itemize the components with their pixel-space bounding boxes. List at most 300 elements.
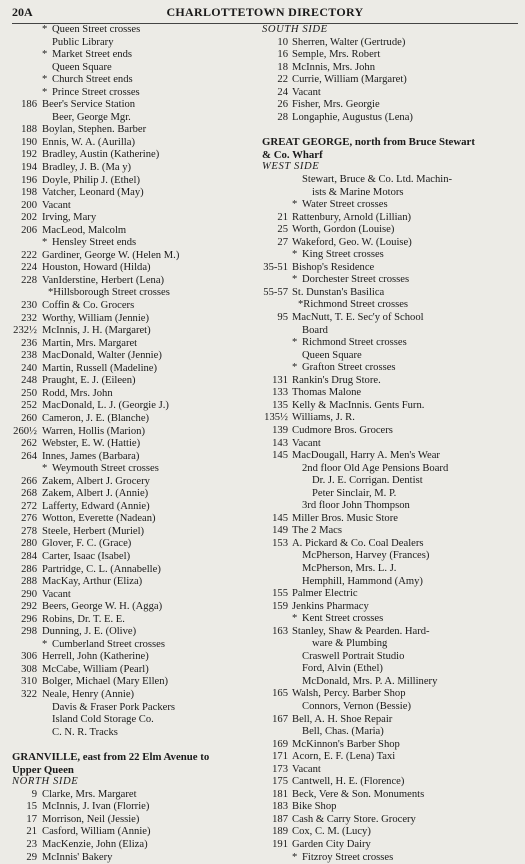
directory-entry — [262, 400, 520, 413]
entry-text: Vacant — [292, 437, 321, 449]
entry-text: Ford, Alvin (Ethel) — [302, 663, 383, 675]
house-number: 29 — [26, 851, 37, 863]
house-number: 224 — [21, 262, 37, 274]
directory-entry — [12, 488, 256, 501]
directory-entry — [262, 112, 520, 125]
entry-text: Worth, Gordon (Louise) — [292, 224, 395, 236]
entry-text: Garden City Dairy — [292, 839, 371, 850]
entry-text: Bishop's Residence — [292, 261, 375, 273]
house-number: 15 — [26, 801, 37, 813]
directory-entry — [12, 839, 256, 852]
directory-entry — [262, 438, 520, 451]
house-number: 149 — [272, 525, 288, 537]
entry-text: Queen Square — [302, 349, 362, 361]
entry-text: Acorn, E. F. (Lena) Taxi — [292, 751, 396, 763]
house-number: 264 — [21, 450, 37, 462]
entry-text: McKinnon's Barber Shop — [292, 738, 400, 750]
directory-entry — [262, 87, 520, 100]
occupant-line — [262, 676, 520, 689]
house-number: 188 — [21, 124, 37, 136]
directory-entry — [12, 225, 256, 238]
house-number: 228 — [21, 274, 37, 286]
cross-street-entry — [12, 87, 256, 100]
house-number: 190 — [21, 136, 37, 148]
house-number: 167 — [272, 713, 288, 725]
entry-text: * Market Street ends — [52, 49, 256, 62]
entry-text: Jenkins Pharmacy — [292, 600, 369, 612]
entry-text: Bike Shop — [292, 801, 337, 813]
directory-entry — [12, 826, 256, 839]
entry-text: McInnis, Mrs. John — [292, 61, 375, 73]
entry-text: Queen Square — [52, 61, 112, 73]
side-heading: NORTH SIDE — [12, 776, 79, 788]
directory-entry — [12, 413, 256, 426]
occupant-line — [12, 112, 256, 125]
directory-entry — [12, 149, 256, 162]
entry-text: Davis & Fraser Pork Packers — [52, 701, 175, 713]
house-number: 230 — [21, 300, 37, 312]
house-number: 95 — [277, 312, 288, 324]
house-number: 131 — [272, 374, 288, 386]
directory-entry — [12, 187, 256, 200]
directory-entry — [262, 375, 520, 388]
directory-entry — [262, 688, 520, 701]
directory-entry — [12, 426, 256, 439]
entry-text: MacLeod, Malcolm — [42, 224, 127, 236]
house-number: 306 — [21, 651, 37, 663]
house-number: 159 — [272, 600, 288, 612]
entry-text: Hemphill, Hammond (Amy) — [302, 575, 423, 587]
directory-entry — [12, 438, 256, 451]
directory-entry — [12, 325, 256, 338]
directory-entry — [12, 338, 256, 351]
house-number: 276 — [21, 513, 37, 525]
entry-text: Walsh, Percy. Barber Shop — [292, 688, 406, 700]
entry-text: Coffin & Co. Grocers — [42, 300, 135, 312]
entry-text: * Hensley Street ends — [52, 237, 256, 250]
right-column — [262, 24, 520, 864]
entry-text: Clarke, Mrs. Margaret — [42, 788, 137, 800]
entry-text: * Kent Street crosses — [302, 613, 520, 626]
entry-text: Zakem, Albert J. (Annie) — [42, 488, 149, 500]
house-number: 240 — [21, 362, 37, 374]
occupant-line — [262, 701, 520, 714]
entry-text: Warren, Hollis (Marion) — [42, 425, 145, 437]
occupant-line — [262, 174, 520, 187]
cross-street-entry — [262, 852, 520, 864]
entry-text: McPherson, Harvey (Frances) — [302, 550, 430, 562]
directory-entry — [12, 200, 256, 213]
entry-text: Board — [302, 324, 328, 336]
street-heading-line: Upper Queen — [12, 763, 74, 776]
directory-entry — [12, 262, 256, 275]
house-number: 143 — [272, 437, 288, 449]
entry-text: MacDougall, Harry A. Men's Wear — [292, 450, 440, 462]
street-heading-line: GREAT GEORGE, north from Bruce Stewart — [262, 136, 475, 149]
entry-text: Herrell, John (Katherine) — [42, 651, 149, 663]
house-number: 155 — [272, 588, 288, 600]
entry-text: Craswell Portrait Studio — [302, 650, 405, 662]
directory-entry — [12, 626, 256, 639]
entry-text: Dr. J. E. Corrigan. Dentist — [312, 475, 423, 487]
house-number: 310 — [21, 676, 37, 688]
occupant-line — [262, 550, 520, 563]
directory-entry — [12, 400, 256, 413]
directory-entry — [12, 651, 256, 664]
entry-text: Island Cold Storage Co. — [52, 714, 154, 726]
house-number: 232 — [21, 312, 37, 324]
house-number: 25 — [277, 224, 288, 236]
entry-text: McInnis, J. H. (Margaret) — [42, 325, 151, 337]
house-number: 252 — [21, 400, 37, 412]
cross-street-entry — [262, 199, 520, 212]
entry-text: Rodd, Mrs. John — [42, 387, 113, 399]
house-number: 165 — [272, 688, 288, 700]
entry-text: Cox, C. M. (Lucy) — [292, 826, 371, 838]
entry-text: McInnis, J. Ivan (Florrie) — [42, 801, 150, 813]
entry-text: Vacant — [292, 763, 321, 775]
house-number: 250 — [21, 387, 37, 399]
directory-entry — [262, 450, 520, 463]
house-number: 183 — [272, 801, 288, 813]
entry-text: MacDonald, L. J. (Georgie J.) — [42, 400, 169, 412]
entry-text: Lafferty, Edward (Annie) — [42, 500, 150, 512]
directory-entry — [12, 576, 256, 589]
house-number: 35-51 — [263, 261, 288, 273]
house-number: 22 — [277, 74, 288, 86]
directory-entry — [262, 237, 520, 250]
directory-entry — [12, 451, 256, 464]
entry-text: Neale, Henry (Annie) — [42, 688, 135, 700]
entry-text: *Hillsborough Street crosses — [48, 287, 170, 299]
street-heading — [262, 136, 520, 161]
entry-text: Beck, Vere & Son. Monuments — [292, 788, 425, 800]
directory-entry — [12, 275, 256, 288]
house-number: 202 — [21, 212, 37, 224]
entry-text: ists & Marine Motors — [312, 186, 404, 198]
directory-entry — [262, 538, 520, 551]
cross-street-entry — [12, 287, 256, 300]
house-number: 308 — [21, 663, 37, 675]
cross-street-entry — [262, 249, 520, 262]
cross-street-entry — [262, 362, 520, 375]
house-number: 248 — [21, 375, 37, 387]
entry-text: Beer's Service Station — [42, 99, 136, 111]
house-number: 26 — [277, 99, 288, 111]
house-number: 145 — [272, 450, 288, 462]
directory-entry — [12, 363, 256, 376]
entry-text: MacKay, Arthur (Eliza) — [42, 576, 143, 588]
entry-text: Thomas Malone — [292, 387, 362, 399]
directory-entry — [12, 801, 256, 814]
entry-text: Connors, Vernon (Bessie) — [302, 700, 411, 712]
house-number: 280 — [21, 538, 37, 550]
house-number: 296 — [21, 613, 37, 625]
entry-text: Vacant — [42, 199, 71, 211]
directory-entry — [12, 300, 256, 313]
entry-text: Doyle, Philip J. (Ethel) — [42, 174, 140, 186]
entry-text: Longaphie, Augustus (Lena) — [292, 111, 413, 123]
directory-entry — [262, 525, 520, 538]
directory-entry — [262, 513, 520, 526]
occupant-line — [12, 37, 256, 50]
house-number: 163 — [272, 625, 288, 637]
house-number: 284 — [21, 550, 37, 562]
directory-entry — [12, 526, 256, 539]
directory-entry — [262, 826, 520, 839]
directory-entry — [12, 350, 256, 363]
directory-entry — [262, 262, 520, 275]
house-number: 189 — [272, 826, 288, 838]
entry-text: McCabe, William (Pearl) — [42, 663, 149, 675]
running-title: CHARLOTTETOWN DIRECTORY — [166, 5, 364, 19]
entry-text: Partridge, C. L. (Annabelle) — [42, 563, 161, 575]
entry-text: Vacant — [292, 86, 321, 98]
entry-text: Bradley, Austin (Katherine) — [42, 149, 160, 161]
entry-text: Miller Bros. Music Store — [292, 512, 398, 524]
house-number: 135 — [272, 399, 288, 411]
house-number: 192 — [21, 149, 37, 161]
house-number: 196 — [21, 174, 37, 186]
house-number: 262 — [21, 438, 37, 450]
directory-entry — [12, 175, 256, 188]
directory-entry — [12, 250, 256, 263]
directory-entry — [262, 601, 520, 614]
occupant-line — [262, 463, 520, 476]
directory-entry — [12, 551, 256, 564]
entry-text: Praught, E. J. (Eileen) — [42, 375, 136, 387]
entry-text: Cantwell, H. E. (Florence) — [292, 776, 405, 788]
house-number: 153 — [272, 537, 288, 549]
house-number: 169 — [272, 738, 288, 750]
directory-entry — [262, 588, 520, 601]
directory-entry — [262, 751, 520, 764]
entry-text: MacKenzie, John (Eliza) — [42, 839, 148, 850]
house-number: 260 — [21, 412, 37, 424]
house-number: 286 — [21, 563, 37, 575]
continuation-line — [262, 475, 520, 488]
entry-text: Zakem, Albert J. Grocery — [42, 475, 150, 487]
occupant-line — [262, 651, 520, 664]
cross-street-entry — [12, 49, 256, 62]
entry-text: Cash & Carry Store. Grocery — [292, 813, 416, 825]
house-number: 55-57 — [263, 286, 288, 298]
house-number: 198 — [21, 187, 37, 199]
occupant-line — [12, 62, 256, 75]
directory-entry — [262, 224, 520, 237]
entry-text: * Fitzroy Street crosses — [302, 852, 520, 864]
directory-entry — [262, 312, 520, 325]
house-number: 23 — [26, 839, 37, 850]
entry-text: * Richmond Street crosses — [302, 337, 520, 350]
street-heading-line: GRANVILLE, east from 22 Elm Avenue to — [12, 751, 210, 764]
directory-entry — [12, 513, 256, 526]
directory-entry — [12, 852, 256, 864]
entry-text: Casford, William (Annie) — [42, 826, 151, 838]
directory-entry — [262, 776, 520, 789]
house-number: 9 — [31, 788, 37, 800]
entry-text: Sherren, Walter (Gertrude) — [292, 36, 406, 48]
directory-entry — [12, 99, 256, 112]
cross-street-entry — [12, 237, 256, 250]
entry-text: Kelly & MacInnis. Gents Furn. — [292, 399, 425, 411]
entry-text: McPherson, Mrs. L. J. — [302, 562, 397, 574]
house-number: 10 — [277, 36, 288, 48]
entry-text: Boylan, Stephen. Barber — [42, 124, 147, 136]
directory-entry — [12, 538, 256, 551]
entry-text: * Church Street ends — [52, 74, 256, 87]
entry-text: Bell, A. H. Shoe Repair — [292, 713, 393, 725]
entry-text: Gardiner, George W. (Helen M.) — [42, 249, 180, 261]
entry-text: * Water Street crosses — [302, 199, 520, 212]
house-number: 139 — [272, 424, 288, 436]
entry-text: Worthy, William (Jennie) — [42, 312, 149, 324]
entry-text: * Grafton Street crosses — [302, 362, 520, 375]
street-heading-line: & Co. Wharf — [262, 148, 323, 161]
entry-text: ware & Plumbing — [312, 638, 388, 650]
entry-text: VanIderstine, Herbert (Lena) — [42, 274, 165, 286]
entry-text: The 2 Macs — [292, 525, 343, 537]
page-header — [12, 3, 518, 24]
directory-entry — [12, 689, 256, 702]
cross-street-entry — [12, 74, 256, 87]
occupant-line — [262, 500, 520, 513]
house-number: 278 — [21, 525, 37, 537]
entry-text: Vatcher, Leonard (May) — [42, 187, 144, 199]
house-number: 145 — [272, 512, 288, 524]
directory-entry — [12, 124, 256, 137]
entry-text: A. Pickard & Co. Coal Dealers — [292, 537, 424, 549]
entry-text: Rattenbury, Arnold (Lillian) — [292, 211, 412, 223]
house-number: 200 — [21, 199, 37, 211]
directory-entry — [12, 614, 256, 627]
street-heading — [12, 751, 256, 776]
directory-entry — [12, 789, 256, 802]
cross-street-entry — [262, 274, 520, 287]
cross-street-entry — [262, 337, 520, 350]
occupant-line — [262, 350, 520, 363]
directory-entry — [12, 601, 256, 614]
side-heading: SOUTH SIDE — [262, 24, 328, 35]
occupant-line — [262, 563, 520, 576]
entry-text: Vacant — [42, 588, 71, 600]
entry-text: Bell, Chas. (Maria) — [302, 726, 384, 738]
directory-entry — [262, 814, 520, 827]
house-number: 27 — [277, 236, 288, 248]
entry-text: * Prince Street crosses — [52, 87, 256, 100]
house-number: 181 — [272, 788, 288, 800]
entry-text: Stewart, Bruce & Co. Ltd. Machin- — [302, 174, 453, 186]
house-number: 171 — [272, 751, 288, 763]
cross-street-entry — [12, 463, 256, 476]
directory-entry — [262, 425, 520, 438]
entry-text: McDonald, Mrs. P. A. Millinery — [302, 675, 438, 687]
occupant-line — [12, 714, 256, 727]
house-number: 17 — [26, 813, 37, 825]
entry-text: * Dorchester Street crosses — [302, 274, 520, 287]
cross-street-entry — [12, 24, 256, 37]
directory-entry — [262, 212, 520, 225]
cross-street-entry — [262, 613, 520, 626]
occupant-line — [12, 702, 256, 715]
entry-text: Wakeford, Geo. W. (Louise) — [292, 236, 412, 248]
house-number: 21 — [26, 826, 37, 838]
directory-entry — [12, 564, 256, 577]
house-number: 135½ — [264, 412, 288, 424]
entry-text: Peter Sinclair, M. P. — [312, 487, 397, 499]
house-number: 21 — [277, 211, 288, 223]
entry-text: Stanley, Shaw & Pearden. Hard- — [292, 625, 430, 637]
directory-entry — [262, 789, 520, 802]
entry-text: Cameron, J. E. (Blanche) — [42, 412, 150, 424]
house-number: 292 — [21, 601, 37, 613]
page-number: 20A — [12, 5, 33, 19]
directory-entry — [262, 99, 520, 112]
entry-text: MacDonald, Walter (Jennie) — [42, 350, 162, 362]
entry-text: Public Library — [52, 36, 114, 48]
directory-entry — [262, 801, 520, 814]
directory-entry — [262, 412, 520, 425]
entry-text: Irving, Mary — [42, 212, 97, 224]
house-number: 133 — [272, 387, 288, 399]
house-number: 16 — [277, 49, 288, 61]
directory-entry — [262, 74, 520, 87]
entry-text: Semple, Mrs. Robert — [292, 49, 381, 61]
directory-entry — [12, 162, 256, 175]
house-number: 288 — [21, 576, 37, 588]
house-number: 18 — [277, 61, 288, 73]
directory-entry — [12, 313, 256, 326]
entry-text: * Queen Street crosses — [52, 24, 256, 37]
house-number: 28 — [277, 111, 288, 123]
continuation-line — [262, 638, 520, 651]
entry-text: Wotton, Everette (Nadean) — [42, 513, 156, 525]
house-number: 186 — [21, 99, 37, 111]
continuation-line — [262, 187, 520, 200]
directory-entry — [262, 739, 520, 752]
house-number: 268 — [21, 488, 37, 500]
house-number: 260½ — [13, 425, 37, 437]
house-number: 24 — [277, 86, 288, 98]
house-number: 206 — [21, 224, 37, 236]
entry-text: C. N. R. Tracks — [52, 726, 118, 738]
house-number: 222 — [21, 249, 37, 261]
entry-text: Currie, William (Margaret) — [292, 74, 407, 86]
cross-street-entry — [262, 299, 520, 312]
entry-text: Morrison, Neil (Jessie) — [42, 813, 140, 825]
directory-entry — [12, 664, 256, 677]
entry-text: Martin, Russell (Madeline) — [42, 362, 158, 374]
house-number: 175 — [272, 776, 288, 788]
house-number: 322 — [21, 688, 37, 700]
house-number: 272 — [21, 500, 37, 512]
house-number: 290 — [21, 588, 37, 600]
entry-text: 2nd floor Old Age Pensions Board — [302, 462, 449, 474]
house-number: 266 — [21, 475, 37, 487]
entry-text: Glover, F. C. (Grace) — [42, 538, 132, 550]
house-number: 232½ — [13, 325, 37, 337]
directory-entry — [262, 839, 520, 852]
directory-entry — [262, 49, 520, 62]
directory-entry — [12, 375, 256, 388]
entry-text: 3rd floor John Thompson — [302, 500, 410, 512]
entry-text: Houston, Howard (Hilda) — [42, 262, 151, 274]
entry-text: MacNutt, T. E. Sec'y of School — [292, 312, 424, 324]
house-number: 191 — [272, 839, 288, 850]
side-heading: WEST SIDE — [262, 161, 320, 173]
occupant-line — [12, 727, 256, 740]
directory-entry — [12, 676, 256, 689]
